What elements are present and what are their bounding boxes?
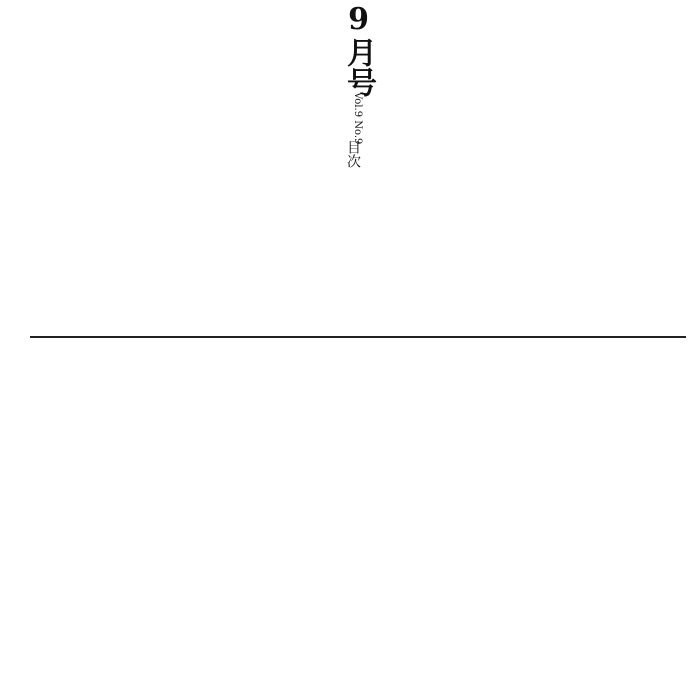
contents-heading: 目次 [345, 140, 361, 168]
issue-title: 9月号 [341, 2, 376, 97]
volume-number: Vol.9 No.9 [352, 92, 363, 145]
divider-line [30, 336, 686, 338]
